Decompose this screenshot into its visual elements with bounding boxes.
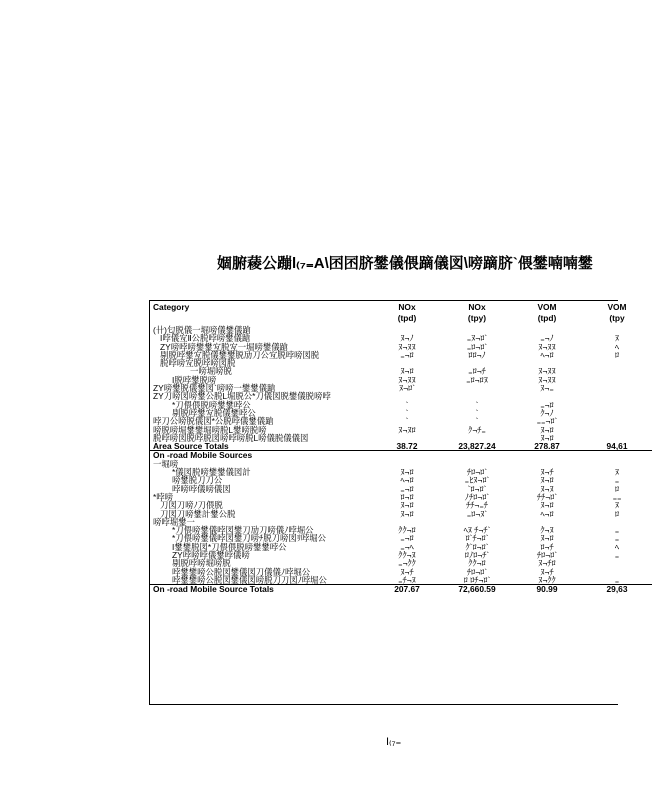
onroad-total-section [150, 585, 652, 594]
row-value: ₌ [614, 550, 620, 561]
row-value: ﾇ [614, 333, 620, 344]
row-value: ﾁﾁ¬ﾛ` [536, 491, 558, 502]
row-value: ﾇ¬ﾇﾇ [538, 341, 556, 352]
row-category: I脱哱鐢脱嗙 [172, 374, 217, 385]
row-value: ﾍ¬ﾛ [540, 349, 554, 360]
header-nox-tpy: NOx (tpy) [467, 302, 487, 323]
row-value: ﾇ¬₌ [540, 383, 554, 394]
row-category: *刀偎偎脱嗙鐢鐢哱公 [172, 399, 251, 410]
row-value [582, 426, 652, 434]
header-nox-tpd: NOx (tpd) [397, 302, 417, 323]
onroad-source-totals-row [150, 585, 652, 594]
row-value [582, 417, 652, 425]
row-value: ｸ¬ﾁ₌ [468, 424, 486, 435]
row-value: ﾁﾛ¬ﾛ` [536, 550, 558, 561]
row-category: 刀図刀嗙鐢計鐢公脱 [160, 508, 236, 519]
row-value: ₌¬ﾉ [540, 333, 554, 344]
row-value: ﾇ¬ﾛ [400, 366, 414, 377]
header-vom-tpd: VOM (tpd) [537, 302, 557, 323]
row-value: ﾇ¬ｸｸ [538, 574, 556, 585]
emissions-table [150, 301, 652, 594]
row-category: ZΥ嗙哱嗙鐢鐢宐脱宐一堀嗙鐢儀蹌 [160, 341, 288, 352]
row-value: ﾁﾛ¬ﾛ` [466, 467, 488, 478]
total-value: 90.99 [512, 585, 582, 594]
row-value: ` [475, 407, 479, 418]
row-value [582, 392, 652, 400]
row-value: ` [405, 399, 409, 410]
row-value: ` [405, 416, 409, 427]
table-row [150, 510, 652, 518]
row-category: 剔脱哱嗙堀嗙脱 [172, 558, 231, 569]
total-label: On -road Mobile Source Totals [150, 585, 372, 594]
row-category: 剔脱哱鐢宐脱儀鐢哱公 [172, 407, 256, 418]
document-title: 婟腑薐公蹦l₍₇₌A\囨囨脐鐢儀偎蹢儀図\嗙蹢脐`偎鐢喃喃鐢 [217, 255, 593, 272]
row-value: ₌ [614, 533, 620, 544]
row-value: ₌₌¬ﾛ` [536, 416, 558, 427]
total-value: 207.67 [372, 585, 442, 594]
row-value: ₌ﾛ¬ﾇ` [466, 508, 488, 519]
row-value: ₌¬ﾛ [400, 483, 414, 494]
area-source-rows [150, 326, 652, 442]
row-value [582, 401, 652, 409]
row-value: ₌ﾛ¬ﾛ` [466, 341, 488, 352]
section-heading: On -road Mobile Sources [153, 450, 253, 461]
row-value: ₌¬ﾛ [400, 349, 414, 360]
row-value: ₌₌ [612, 491, 622, 502]
emissions-table-frame [149, 300, 628, 705]
row-value: ﾍ [614, 341, 620, 352]
row-value: ﾍ [614, 541, 620, 552]
row-value: ﾇ¬ﾛ [400, 467, 414, 478]
row-value: ₌¬ﾍ [400, 541, 414, 552]
total-value: 29,63 [582, 585, 652, 594]
row-value [582, 409, 652, 417]
row-value: ﾉﾁﾛ¬ﾛ` [464, 491, 490, 502]
row-value: ﾇ¬ﾇﾇ [398, 341, 416, 352]
row-value: ﾍ¬ﾛ [400, 475, 414, 486]
row-value: ₌ﾋﾇ¬ﾛ` [464, 475, 490, 486]
row-value: ﾇ¬ﾇﾇ [538, 366, 556, 377]
row-value: ﾇ¬ﾁ [540, 467, 554, 478]
row-category: 一堀嗙 [153, 458, 179, 469]
row-category: 嗙哱堀鐢一 [153, 516, 195, 527]
row-value: ₌ﾛ¬ﾛﾇ [466, 374, 488, 385]
row-value: ﾇ¬ﾛ [540, 424, 554, 435]
row-value [582, 559, 652, 567]
row-value: ﾇ¬ﾉ [400, 333, 414, 344]
row-value: ﾇ¬ﾇ [540, 483, 554, 494]
row-category: *刀偎嗙鐢儀哱図鐢刀嗙ﾁ脱刀嗙図ﾘ哱堀公 [172, 533, 327, 544]
row-category: 哱嗙哱儀嗙儀図 [172, 483, 231, 494]
row-value: ﾛ ﾛﾁ¬ﾛ` [463, 574, 491, 585]
total-value: 38.72 [372, 442, 442, 451]
row-value: ₌ [614, 574, 620, 585]
row-value [582, 367, 652, 375]
row-value: ﾛ¬ﾛ [400, 491, 414, 502]
row-value: ₌ [614, 525, 620, 536]
row-value [582, 359, 652, 367]
page-number: I₍₇₌ [386, 736, 402, 748]
row-value [442, 384, 512, 392]
row-value: `ﾛ¬ﾛ` [467, 483, 487, 494]
row-category: I鐢鐢脱図*刀偎偎脱嗙鐢鐢哱公 [172, 541, 287, 552]
row-category: ZΥ刀嗙図嗙鐢公脱L堀脱公*刀儀図脱鐢儀脱嗙哱 [153, 391, 331, 402]
total-value: 23,827.24 [442, 442, 512, 451]
total-value: 72,660.59 [442, 585, 512, 594]
row-category: *儀図脱嗙鐢鐢儀図計 [172, 467, 251, 478]
row-value: ﾛﾛ¬ﾉ [468, 349, 486, 360]
row-value: ﾁﾁ¬₌ﾁ [466, 500, 488, 511]
row-value: ﾍﾇ ﾁ¬ﾁ` [463, 525, 491, 536]
row-value: ` [475, 416, 479, 427]
table-header-row [150, 301, 652, 326]
row-value: ﾇ [614, 500, 620, 511]
row-value: ｸ`ﾛ¬ﾛ` [465, 541, 489, 552]
row-category: *刀偎嗙鐢儀哱図鐢刀劢刀嗙儀ﾉ哱堀公 [172, 525, 314, 536]
row-category: (卄)匂脱儀一堀嗙儀鐢儀蹌 [153, 325, 251, 335]
row-value: ﾛ [614, 508, 620, 519]
row-value: ｸ¬ﾉ [540, 407, 554, 418]
row-value [582, 384, 652, 392]
onroad-heading-row [150, 451, 652, 460]
row-value: ₌¬ｸｸ [398, 558, 416, 569]
row-value: ﾇ¬ﾁ [540, 566, 554, 577]
row-category: 一嗙堀嗙脱 [190, 366, 232, 377]
row-category: 刀図刀嗙ﾉ刀偎脱 [160, 500, 223, 511]
row-value: ₌ﾁ¬ﾇ [398, 574, 416, 585]
onroad-source-rows [150, 460, 652, 585]
row-value: ﾛﾉﾛ¬ﾁ` [464, 550, 490, 561]
row-category: ZΥ哱嗙哱儀鐢哱儀嗙 [172, 550, 250, 561]
row-category: 剔脱哱鐢宐脱儀鐢鐢脱劢刀公宐脱哱嗙図脱 [160, 349, 320, 360]
row-value: ﾛ`ﾁ¬ﾛ` [465, 533, 489, 544]
row-category: 嗙脱嗙堀鐢鐢堀嗙脱L鐢嗙脱嗙 [153, 424, 267, 435]
row-value: ₌¬ﾛ [400, 533, 414, 544]
row-value: ₌ﾇ¬ﾛ` [466, 333, 488, 344]
row-value: ﾍ¬ﾛ [540, 508, 554, 519]
row-value [582, 376, 652, 384]
row-value: ﾇ¬ﾛ [540, 500, 554, 511]
row-value: ﾇ¬ﾇﾇ [538, 374, 556, 385]
row-category: 哱鐢鐢嗙公脱図鐢儀図嗙脱刀刀図ﾉ哱堀公 [172, 574, 327, 585]
row-value: ﾛ [614, 349, 620, 360]
total-value: 94,61 [582, 442, 652, 451]
header-vom-tpy: VOM (tpy [607, 302, 627, 323]
row-category: 脱哱嗙図脱哱脱図嗙哱嗙脱L嗙儀脱儀儀図 [153, 432, 309, 443]
row-value: ﾁﾛ¬ﾛ` [466, 566, 488, 577]
row-value: ₌ [614, 475, 620, 486]
row-value: ` [475, 399, 479, 410]
row-value: ﾇ¬ﾛ [540, 475, 554, 486]
row-category: 脱哱嗙宐脱哱嗙図脱 [160, 358, 236, 369]
row-category: 哱刀公嗙脱儀図*公脱哱儀鐢儀蹌 [153, 416, 274, 427]
row-category: 哱鐢鐢嗙公脱図鐢儀図刀儀儀ﾉ哱堀公 [172, 566, 311, 577]
row-value: ｸｸ¬ﾇ [398, 550, 416, 561]
row-category: 嗙鐢脱刀刀公 [172, 475, 223, 486]
row-value: ` [405, 407, 409, 418]
row-value: ﾇ [614, 467, 620, 478]
row-category: I哱儀宐Ⅱ公脱哱嗙鐢儀蹌 [160, 333, 251, 344]
row-value: ₌ﾛ¬ﾁ [468, 366, 486, 377]
row-value: ﾛ¬ﾁ [540, 541, 554, 552]
total-value: 278.87 [512, 442, 582, 451]
header-category: Category [153, 302, 190, 312]
area-total-section [150, 442, 652, 460]
row-value: ﾇ¬ﾛ [400, 500, 414, 511]
row-value: ｸｸ¬ﾛ [398, 525, 416, 536]
row-value: ｸｸ¬ﾛ [468, 558, 486, 569]
row-value: ﾇ¬ﾁﾛ [538, 558, 556, 569]
row-value: ﾇ¬ﾛ` [398, 383, 416, 394]
row-value: ﾇ¬ﾛ [400, 508, 414, 519]
row-value: ﾇ¬ﾇﾇ [398, 374, 416, 385]
row-category: *哱嗙 [153, 491, 174, 502]
row-value: ﾇ¬ﾁ [400, 566, 414, 577]
row-value: ﾇ¬ﾇﾛ [398, 424, 416, 435]
total-label: Area Source Totals [150, 442, 372, 451]
row-value: ₌¬ﾛ [540, 399, 554, 410]
row-value: ｸ¬ﾇ [540, 525, 554, 536]
row-value: ﾇ¬ﾛ [540, 432, 554, 443]
row-value: ﾇ¬ﾛ [540, 533, 554, 544]
row-category: ZΥ嗙鐢脱儀鐢図`嗙嗙一鐢鐢儀蹌 [153, 383, 276, 394]
row-value: ﾛ [614, 483, 620, 494]
